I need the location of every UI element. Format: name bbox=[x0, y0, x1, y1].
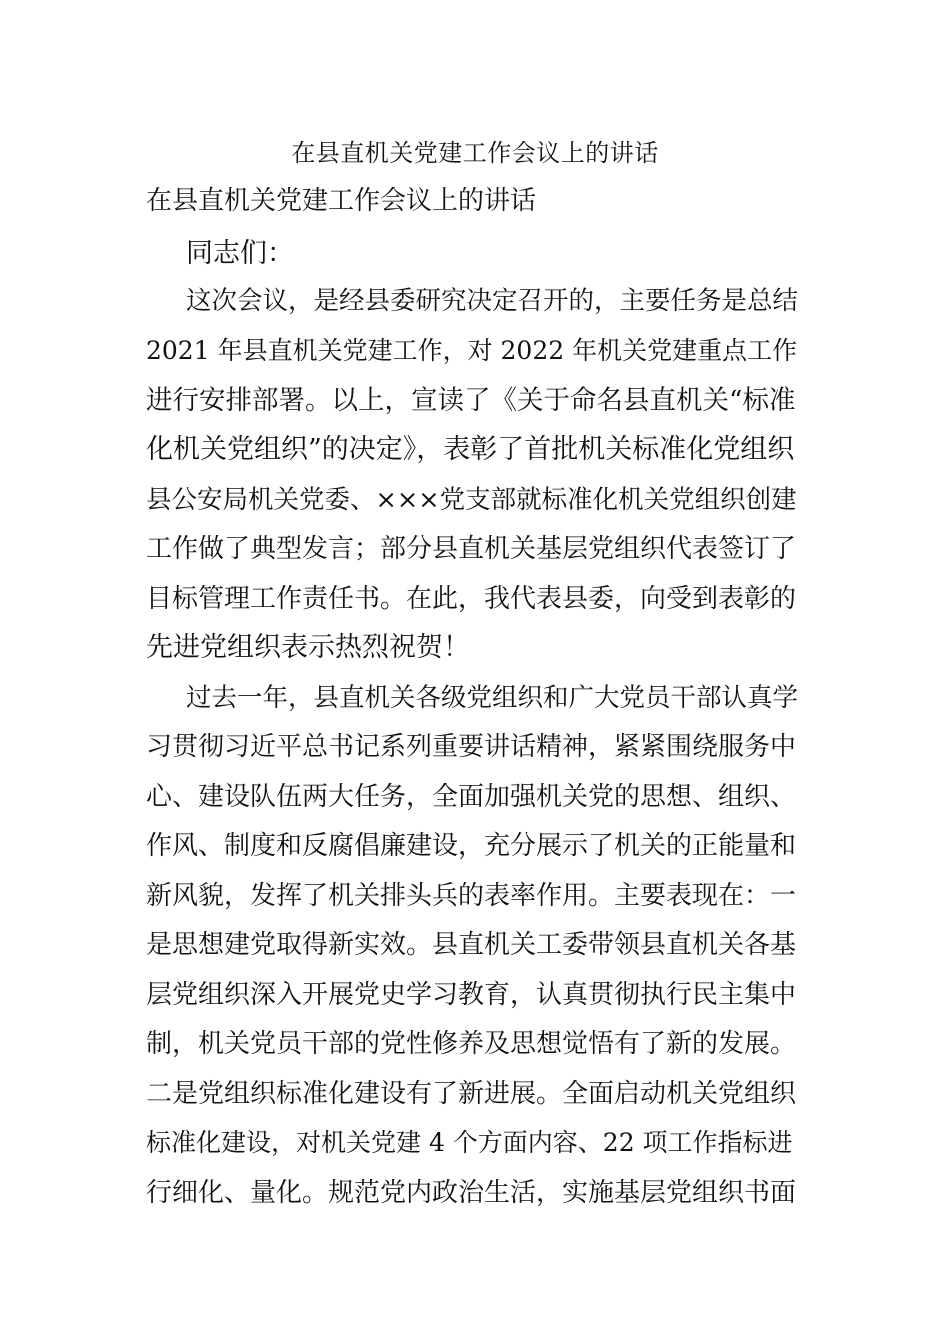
paragraph-line: 目标管理工作责任书。在此，我代表县委，向受到表彰的 bbox=[146, 584, 797, 614]
paragraph-line: 新风貌，发挥了机关排头兵的表率作用。主要表现在：一 bbox=[146, 881, 797, 911]
paragraph-line: 作风、制度和反腐倡廉建设，充分展示了机关的正能量和 bbox=[146, 831, 797, 861]
paragraph-line: 先进党组织表示热烈祝贺！ bbox=[146, 632, 470, 663]
paragraph-line: 工作做了典型发言；部分县直机关基层党组织代表签订了 bbox=[146, 534, 797, 564]
paragraph-line: 行细化、量化。规范党内政治生活，实施基层党组织书面 bbox=[146, 1178, 797, 1208]
paragraph-line: 县公安局机关党委、×××党支部就标准化机关党组织创建 bbox=[146, 485, 797, 515]
paragraph-line: 标准化建设，对机关党建 4 个方面内容、22 项工作指标进 bbox=[146, 1128, 793, 1157]
paragraph-line: 过去一年，县直机关各级党组织和广大党员干部认真学 bbox=[186, 683, 799, 713]
paragraph-line: 进行安排部署。以上，宣读了《关于命名县直机关“标准 bbox=[146, 385, 796, 416]
document-title: 在县直机关党建工作会议上的讲话 bbox=[291, 139, 659, 167]
paragraph-line: 制，机关党员干部的党性修养及思想觉悟有了新的发展。 bbox=[146, 1029, 797, 1059]
paragraph-line: 二是党组织标准化建设有了新进展。全面启动机关党组织 bbox=[146, 1079, 797, 1109]
salutation: 同志们： bbox=[186, 238, 294, 269]
paragraph-line: 这次会议，是经县委研究决定召开的，主要任务是总结 bbox=[186, 286, 799, 316]
paragraph-line: 心、建设队伍两大任务，全面加强机关党的思想、组织、 bbox=[146, 782, 797, 812]
paragraph-line: 习贯彻习近平总书记系列重要讲话精神，紧紧围绕服务中 bbox=[146, 732, 797, 762]
paragraph-line: 是思想建党取得新实效。县直机关工委带领县直机关各基 bbox=[146, 930, 797, 960]
paragraph-line: 层党组织深入开展党史学习教育，认真贯彻执行民主集中 bbox=[146, 980, 797, 1010]
paragraph-line: 2021 年县直机关党建工作，对 2022 年机关党建重点工作 bbox=[146, 336, 798, 365]
document-subtitle: 在县直机关党建工作会议上的讲话 bbox=[146, 186, 537, 216]
paragraph-line: 化机关党组织”的决定》，表彰了首批机关标准化党组织 bbox=[146, 434, 795, 465]
